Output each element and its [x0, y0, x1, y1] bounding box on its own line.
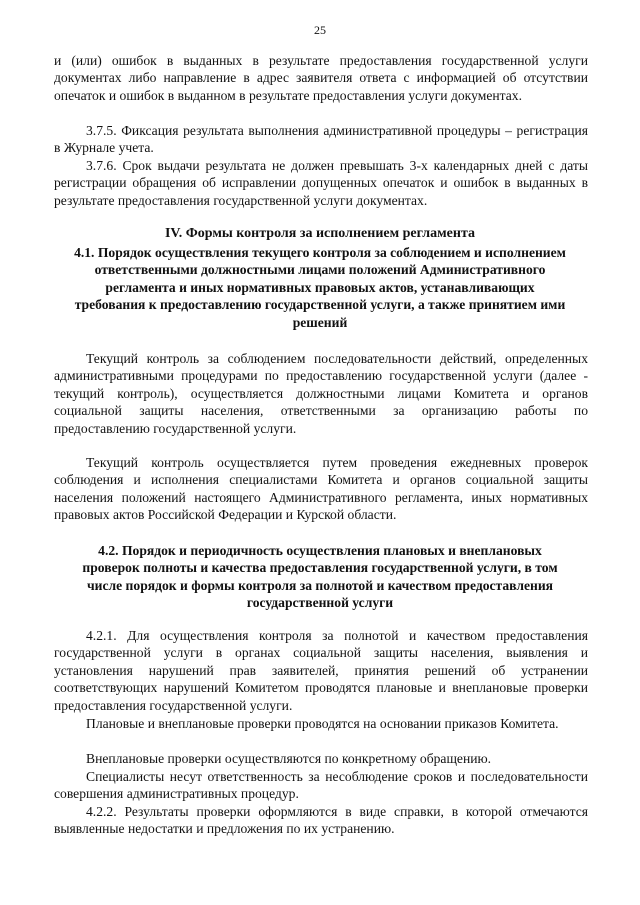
page-number: 25: [314, 23, 326, 37]
paragraph-responsibility: Специалисты несут ответственность за несоблюдение сроков и последовательности совершения административных процедур.: [54, 769, 588, 802]
paragraph-order-basis: Плановые и внеплановые проверки проводятся на основании приказов Комитета.: [86, 716, 559, 731]
paragraph-4-2-1: 4.2.1. Для осуществления контроля за полнотой и качеством предоставления государственной услуги в органах социальной защиты населения, выявления и установления нарушений прав заявителей, принятия решений об устранении соответствующих нарушений Комитетом проводятся плановые и внеплановые проверки предоставления государственной услуги.: [54, 628, 588, 713]
paragraph-daily-checks: Текущий контроль осуществляется путем проведения ежедневных проверок соблюдения и исполнения специалистами Комитета и органов социальной защиты населения положений настоящего Административного регламента, иных нормативных правовых актов Российской Федерации и Курской области.: [54, 455, 588, 523]
paragraph-unscheduled: Внеплановые проверки осуществляются по конкретному обращению.: [86, 751, 492, 766]
section-4-2-heading: 4.2. Порядок и периодичность осуществления плановых и внеплановых проверок полноты и качества предоставления государственной услуги, в том числе порядок и формы контроля за полнотой и качеством предоставления государственной услуги: [82, 543, 558, 611]
section-iv-heading: IV. Формы контроля за исполнением регламента: [164, 226, 476, 241]
paragraph-continuation: и (или) ошибок в выданных в результате предоставления государственной услуги документах либо направление в адрес заявителя ответа с информацией об отсутствии опечаток и ошибок в выданном в результате предоставления услуги документах.: [54, 53, 588, 103]
paragraph-3-7-5: 3.7.5. Фиксация результата выполнения административной процедуры – регистрация в Журнале учета.: [54, 123, 588, 156]
paragraph-current-control: Текущий контроль за соблюдением последовательности действий, определенных административными процедурами по предоставлению государственной услуги (далее - текущий контроль), осуществляется должностными лицами Комитета и органов социальной защиты населения, ответственными за организацию работы по предоставлению государственной услуги.: [54, 351, 588, 436]
paragraph-3-7-6: 3.7.6. Срок выдачи результата не должен превышать 3-х календарных дней с даты регистрации обращения об исправлении допущенных опечаток и ошибок в выданных в результате предоставления государственной услуги документах.: [54, 158, 588, 208]
section-4-1-heading: 4.1. Порядок осуществления текущего контроля за соблюдением и исполнением ответственными должностными лицами положений Административного регламента и иных нормативных правовых актов, устанавливающих требования к предоставлению государственной услуги, а также принятием ими решений: [74, 245, 566, 330]
paragraph-4-2-2: 4.2.2. Результаты проверки оформляются в виде справки, в которой отмечаются выявленные недостатки и предложения по их устранению.: [54, 804, 588, 837]
